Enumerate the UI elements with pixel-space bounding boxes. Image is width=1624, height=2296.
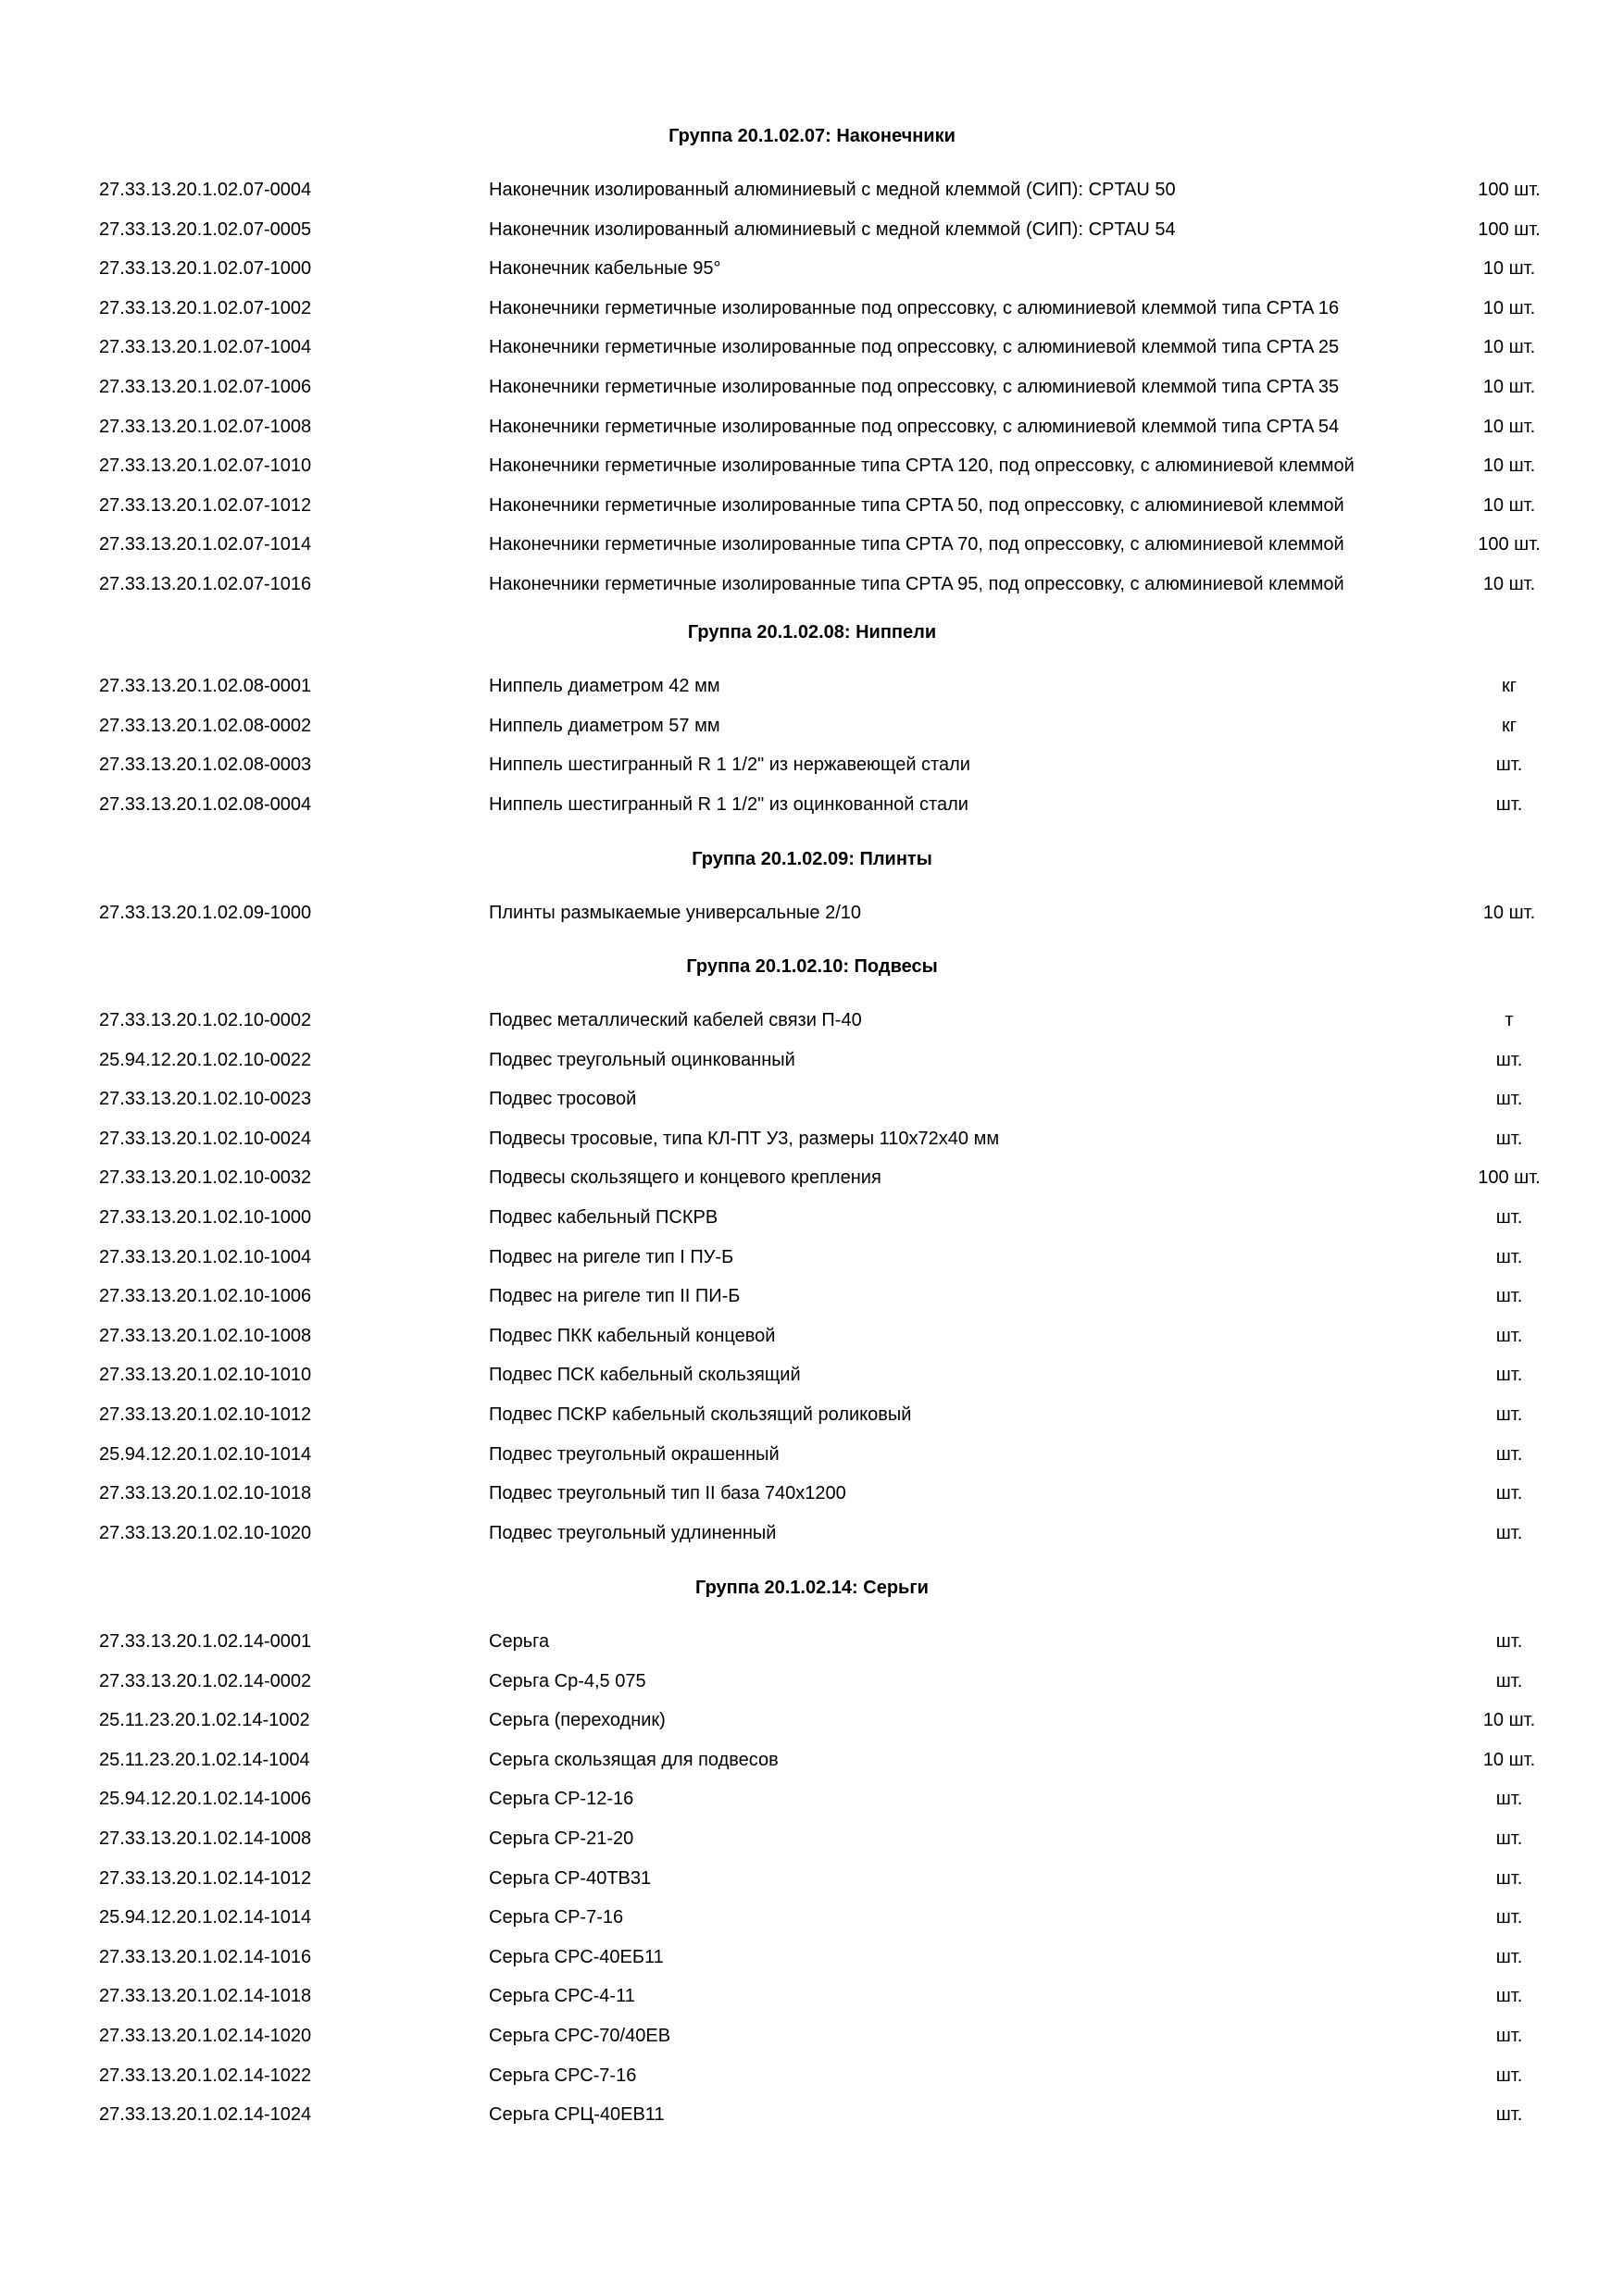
- item-code: 27.33.13.20.1.02.07-1008: [99, 416, 312, 437]
- item-unit: шт.: [1495, 1670, 1523, 1691]
- item-code: 27.33.13.20.1.02.10-1000: [99, 1207, 312, 1228]
- item-name: Подвес треугольный окрашенный: [489, 1443, 780, 1465]
- group-title: Группа 20.1.02.08: Ниппели: [687, 622, 937, 643]
- item-name: Ниппель шестигранный R 1 1/2" из нержавеющей стали: [489, 755, 970, 776]
- item-name: Серьга Ср-4,5 075: [489, 1670, 646, 1691]
- item-unit: 10 шт.: [1482, 337, 1536, 358]
- table-row: [0, 565, 1624, 604]
- item-code: 27.33.13.20.1.02.14-1024: [99, 2104, 312, 2126]
- item-unit: шт.: [1495, 1325, 1523, 1346]
- group-heading-row: [0, 1568, 1624, 1607]
- item-unit: 100 шт.: [1478, 218, 1541, 240]
- item-code: 27.33.13.20.1.02.08-0002: [99, 715, 312, 736]
- item-code: 27.33.13.20.1.02.14-1012: [99, 1867, 312, 1889]
- item-code: 27.33.13.20.1.02.08-0004: [99, 793, 312, 815]
- item-code: 27.33.13.20.1.02.14-1008: [99, 1828, 312, 1849]
- item-name: Ниппель диаметром 42 мм: [489, 676, 720, 696]
- table-row: [0, 2056, 1624, 2095]
- item-unit: 10 шт.: [1482, 1749, 1536, 1770]
- item-unit: шт.: [1495, 1443, 1523, 1465]
- table-row: [0, 1859, 1624, 1898]
- item-name: Наконечники герметичные изолированные типа CPTA 120, под опрессовку, с алюминиевой клеммой: [489, 455, 1355, 477]
- table-row: [0, 1741, 1624, 1779]
- item-name: Серьга СР-12-16: [489, 1789, 634, 1810]
- table-row: [0, 1474, 1624, 1513]
- table-row: [0, 893, 1624, 932]
- item-name: Подвес ПСКР кабельный скользящий роликовый: [489, 1404, 912, 1425]
- item-name: Плинты размыкаемые универсальные 2/10: [489, 903, 862, 923]
- item-name: Наконечники герметичные изолированные под опрессовку, с алюминиевой клеммой типа CPTA 25: [489, 337, 1340, 358]
- item-name: Подвесы скользящего и концевого крепления: [489, 1167, 881, 1189]
- item-unit: шт.: [1495, 1828, 1523, 1849]
- table-row: [0, 1238, 1624, 1277]
- item-name: Наконечник изолированный алюминиевый с медной клеммой (СИП): CPTAU 50: [489, 180, 1176, 200]
- table-row: [0, 1001, 1624, 1040]
- item-unit: кг: [1501, 676, 1518, 696]
- item-code: 27.33.13.20.1.02.07-1006: [99, 377, 312, 397]
- item-code: 27.33.13.20.1.02.10-0023: [99, 1089, 312, 1110]
- item-unit: шт.: [1495, 1049, 1523, 1070]
- table-row: [0, 1435, 1624, 1474]
- table-row: [0, 407, 1624, 446]
- table-row: [0, 1701, 1624, 1740]
- item-name: Подвес треугольный тип II база 740х1200: [489, 1483, 846, 1504]
- item-code: 27.33.13.20.1.02.07-1012: [99, 494, 312, 516]
- table-row: [0, 210, 1624, 249]
- item-unit: 10 шт.: [1482, 494, 1536, 516]
- item-name: Ниппель шестигранный R 1 1/2" из оцинкованной стали: [489, 793, 968, 815]
- item-unit: шт.: [1495, 1365, 1523, 1386]
- table-row: [0, 368, 1624, 406]
- item-code: 25.94.12.20.1.02.14-1006: [99, 1789, 312, 1810]
- item-code: 27.33.13.20.1.02.10-0002: [99, 1010, 312, 1030]
- item-code: 27.33.13.20.1.02.10-1012: [99, 1404, 312, 1425]
- item-unit: шт.: [1495, 1867, 1523, 1889]
- item-code: 27.33.13.20.1.02.10-1004: [99, 1246, 312, 1267]
- table-row: [0, 446, 1624, 485]
- item-code: 27.33.13.20.1.02.08-0001: [99, 676, 312, 696]
- group-heading-row: [0, 613, 1624, 652]
- item-unit: 100 шт.: [1478, 534, 1541, 555]
- table-row: [0, 1277, 1624, 1316]
- table-row: [0, 1977, 1624, 2015]
- item-unit: шт.: [1495, 1207, 1523, 1228]
- item-name: Серьга СР-21-20: [489, 1828, 634, 1849]
- item-name: Серьга: [489, 1631, 550, 1652]
- table-row: [0, 667, 1624, 705]
- item-code: 25.11.23.20.1.02.14-1004: [99, 1749, 310, 1770]
- item-unit: шт.: [1495, 1907, 1523, 1928]
- item-unit: шт.: [1495, 1089, 1523, 1110]
- group-heading-row: [0, 947, 1624, 986]
- item-name: Наконечники герметичные изолированные под опрессовку, с алюминиевой клеммой типа CPTA 35: [489, 377, 1340, 397]
- item-name: Наконечники герметичные изолированные под опрессовку, с алюминиевой клеммой типа CPTA 54: [489, 416, 1340, 437]
- item-name: Подвес треугольный удлиненный: [489, 1522, 777, 1543]
- group-heading-row: [0, 117, 1624, 156]
- item-unit: 10 шт.: [1482, 377, 1536, 397]
- item-name: Наконечники герметичные изолированные под опрессовку, с алюминиевой клеммой типа CPTA 16: [489, 297, 1340, 318]
- group-title: Группа 20.1.02.09: Плинты: [692, 849, 932, 869]
- item-name: Подвес треугольный оцинкованный: [489, 1049, 795, 1070]
- item-unit: 10 шт.: [1482, 297, 1536, 318]
- table-row: [0, 328, 1624, 367]
- group-heading-row: [0, 840, 1624, 879]
- table-row: [0, 525, 1624, 564]
- item-name: Наконечники герметичные изолированные типа CPTA 50, под опрессовку, с алюминиевой клеммой: [489, 494, 1344, 516]
- item-name: Подвес на ригеле тип II ПИ-Б: [489, 1286, 741, 1307]
- item-unit: 10 шт.: [1482, 1710, 1536, 1731]
- item-name: Подвес на ригеле тип I ПУ-Б: [489, 1246, 734, 1267]
- item-code: 27.33.13.20.1.02.14-1016: [99, 1946, 312, 1967]
- item-name: Ниппель диаметром 57 мм: [489, 715, 720, 736]
- item-code: 27.33.13.20.1.02.10-1020: [99, 1522, 312, 1543]
- item-unit: т: [1505, 1010, 1514, 1030]
- item-code: 25.94.12.20.1.02.10-1014: [99, 1443, 312, 1465]
- table-row: [0, 1779, 1624, 1818]
- item-code: 27.33.13.20.1.02.07-1002: [99, 297, 312, 318]
- item-name: Подвес ПСК кабельный скользящий: [489, 1365, 801, 1386]
- item-unit: шт.: [1495, 1286, 1523, 1307]
- item-name: Подвес ПКК кабельный концевой: [489, 1325, 776, 1346]
- item-name: Серьга СРЦ-40ЕВ11: [489, 2104, 665, 2126]
- item-unit: 100 шт.: [1478, 180, 1541, 200]
- item-name: Серьга СРС-7-16: [489, 2065, 637, 2086]
- item-name: Подвес металлический кабелей связи П-40: [489, 1010, 862, 1030]
- item-code: 27.33.13.20.1.02.07-0004: [99, 180, 312, 200]
- item-unit: шт.: [1495, 1246, 1523, 1267]
- table-row: [0, 289, 1624, 328]
- item-code: 27.33.13.20.1.02.10-1008: [99, 1325, 312, 1346]
- item-code: 27.33.13.20.1.02.07-1010: [99, 455, 312, 477]
- item-code: 27.33.13.20.1.02.14-1018: [99, 1986, 312, 2007]
- table-row: [0, 2016, 1624, 2055]
- table-row: [0, 2095, 1624, 2134]
- item-unit: шт.: [1495, 2026, 1523, 2046]
- table-row: [0, 1938, 1624, 1977]
- item-unit: шт.: [1495, 1404, 1523, 1425]
- item-code: 27.33.13.20.1.02.07-0005: [99, 218, 312, 240]
- item-code: 27.33.13.20.1.02.09-1000: [99, 903, 312, 923]
- item-name: Наконечники герметичные изолированные типа CPTA 70, под опрессовку, с алюминиевой клеммой: [489, 534, 1344, 555]
- item-unit: шт.: [1495, 1789, 1523, 1810]
- item-unit: 10 шт.: [1482, 455, 1536, 477]
- item-unit: 10 шт.: [1482, 416, 1536, 437]
- table-row: [0, 745, 1624, 784]
- item-code: 25.94.12.20.1.02.14-1014: [99, 1907, 312, 1928]
- item-name: Наконечник изолированный алюминиевый с медной клеммой (СИП): CPTAU 54: [489, 218, 1176, 240]
- item-unit: шт.: [1495, 1631, 1523, 1652]
- table-row: [0, 706, 1624, 745]
- table-row: [0, 1079, 1624, 1118]
- item-name: Наконечник кабельные 95°: [489, 258, 721, 280]
- item-name: Наконечники герметичные изолированные типа CPTA 95, под опрессовку, с алюминиевой клеммой: [489, 574, 1344, 594]
- table-row: [0, 1514, 1624, 1553]
- item-unit: 100 шт.: [1478, 1167, 1541, 1189]
- item-unit: шт.: [1495, 1522, 1523, 1543]
- item-unit: 10 шт.: [1482, 574, 1536, 594]
- table-row: [0, 1622, 1624, 1661]
- item-name: Серьга (переходник): [489, 1710, 666, 1731]
- item-code: 27.33.13.20.1.02.14-0002: [99, 1670, 312, 1691]
- table-row: [0, 249, 1624, 288]
- item-unit: шт.: [1495, 2065, 1523, 2086]
- group-title: Группа 20.1.02.10: Подвесы: [686, 956, 938, 977]
- item-code: 27.33.13.20.1.02.14-0001: [99, 1631, 312, 1652]
- item-unit: шт.: [1495, 755, 1523, 776]
- item-code: 27.33.13.20.1.02.07-1000: [99, 258, 312, 280]
- table-row: [0, 1119, 1624, 1158]
- table-row: [0, 486, 1624, 525]
- item-unit: шт.: [1495, 1986, 1523, 2007]
- table-row: [0, 1158, 1624, 1197]
- table-row: [0, 1395, 1624, 1434]
- item-code: 27.33.13.20.1.02.14-1020: [99, 2026, 312, 2046]
- item-name: Серьга скользящая для подвесов: [489, 1749, 779, 1770]
- item-unit: шт.: [1495, 1946, 1523, 1967]
- item-code: 27.33.13.20.1.02.07-1014: [99, 534, 312, 555]
- item-name: Серьга СРС-4-11: [489, 1986, 635, 2007]
- table-row: [0, 1198, 1624, 1237]
- item-name: Серьга СРС-40ЕБ11: [489, 1946, 664, 1967]
- item-code: 27.33.13.20.1.02.10-1018: [99, 1483, 312, 1504]
- item-code: 27.33.13.20.1.02.10-1010: [99, 1365, 312, 1386]
- item-name: Серьга СР-40ТВ31: [489, 1867, 652, 1889]
- table-row: [0, 1316, 1624, 1355]
- item-code: 27.33.13.20.1.02.08-0003: [99, 755, 312, 776]
- item-code: 27.33.13.20.1.02.10-1006: [99, 1286, 312, 1307]
- table-row: [0, 1041, 1624, 1079]
- item-unit: 10 шт.: [1482, 903, 1536, 923]
- table-row: [0, 170, 1624, 209]
- item-unit: 10 шт.: [1482, 258, 1536, 280]
- item-code: 27.33.13.20.1.02.14-1022: [99, 2065, 312, 2086]
- item-code: 27.33.13.20.1.02.07-1016: [99, 574, 312, 594]
- item-name: Подвес тросовой: [489, 1089, 637, 1110]
- item-name: Подвесы тросовые, типа КЛ-ПТ У3, размеры 110х72х40 мм: [489, 1128, 1000, 1149]
- item-code: 25.94.12.20.1.02.10-0022: [99, 1049, 312, 1070]
- table-row: [0, 1898, 1624, 1937]
- item-unit: кг: [1501, 715, 1518, 736]
- group-title: Группа 20.1.02.14: Серьги: [695, 1578, 929, 1598]
- item-code: 27.33.13.20.1.02.10-0032: [99, 1167, 312, 1189]
- group-title: Группа 20.1.02.07: Наконечники: [668, 126, 956, 146]
- item-unit: шт.: [1495, 793, 1523, 815]
- item-name: Подвес кабельный ПСКРВ: [489, 1207, 718, 1228]
- item-name: Серьга СР-7-16: [489, 1907, 624, 1928]
- table-row: [0, 1662, 1624, 1701]
- item-unit: шт.: [1495, 2104, 1523, 2126]
- item-code: 27.33.13.20.1.02.10-0024: [99, 1128, 312, 1149]
- table-row: [0, 785, 1624, 824]
- item-code: 27.33.13.20.1.02.07-1004: [99, 337, 312, 358]
- table-row: [0, 1355, 1624, 1394]
- item-name: Серьга СРС-70/40ЕВ: [489, 2026, 671, 2046]
- item-unit: шт.: [1495, 1128, 1523, 1149]
- table-row: [0, 1819, 1624, 1858]
- item-unit: шт.: [1495, 1483, 1523, 1504]
- item-code: 25.11.23.20.1.02.14-1002: [99, 1710, 310, 1731]
